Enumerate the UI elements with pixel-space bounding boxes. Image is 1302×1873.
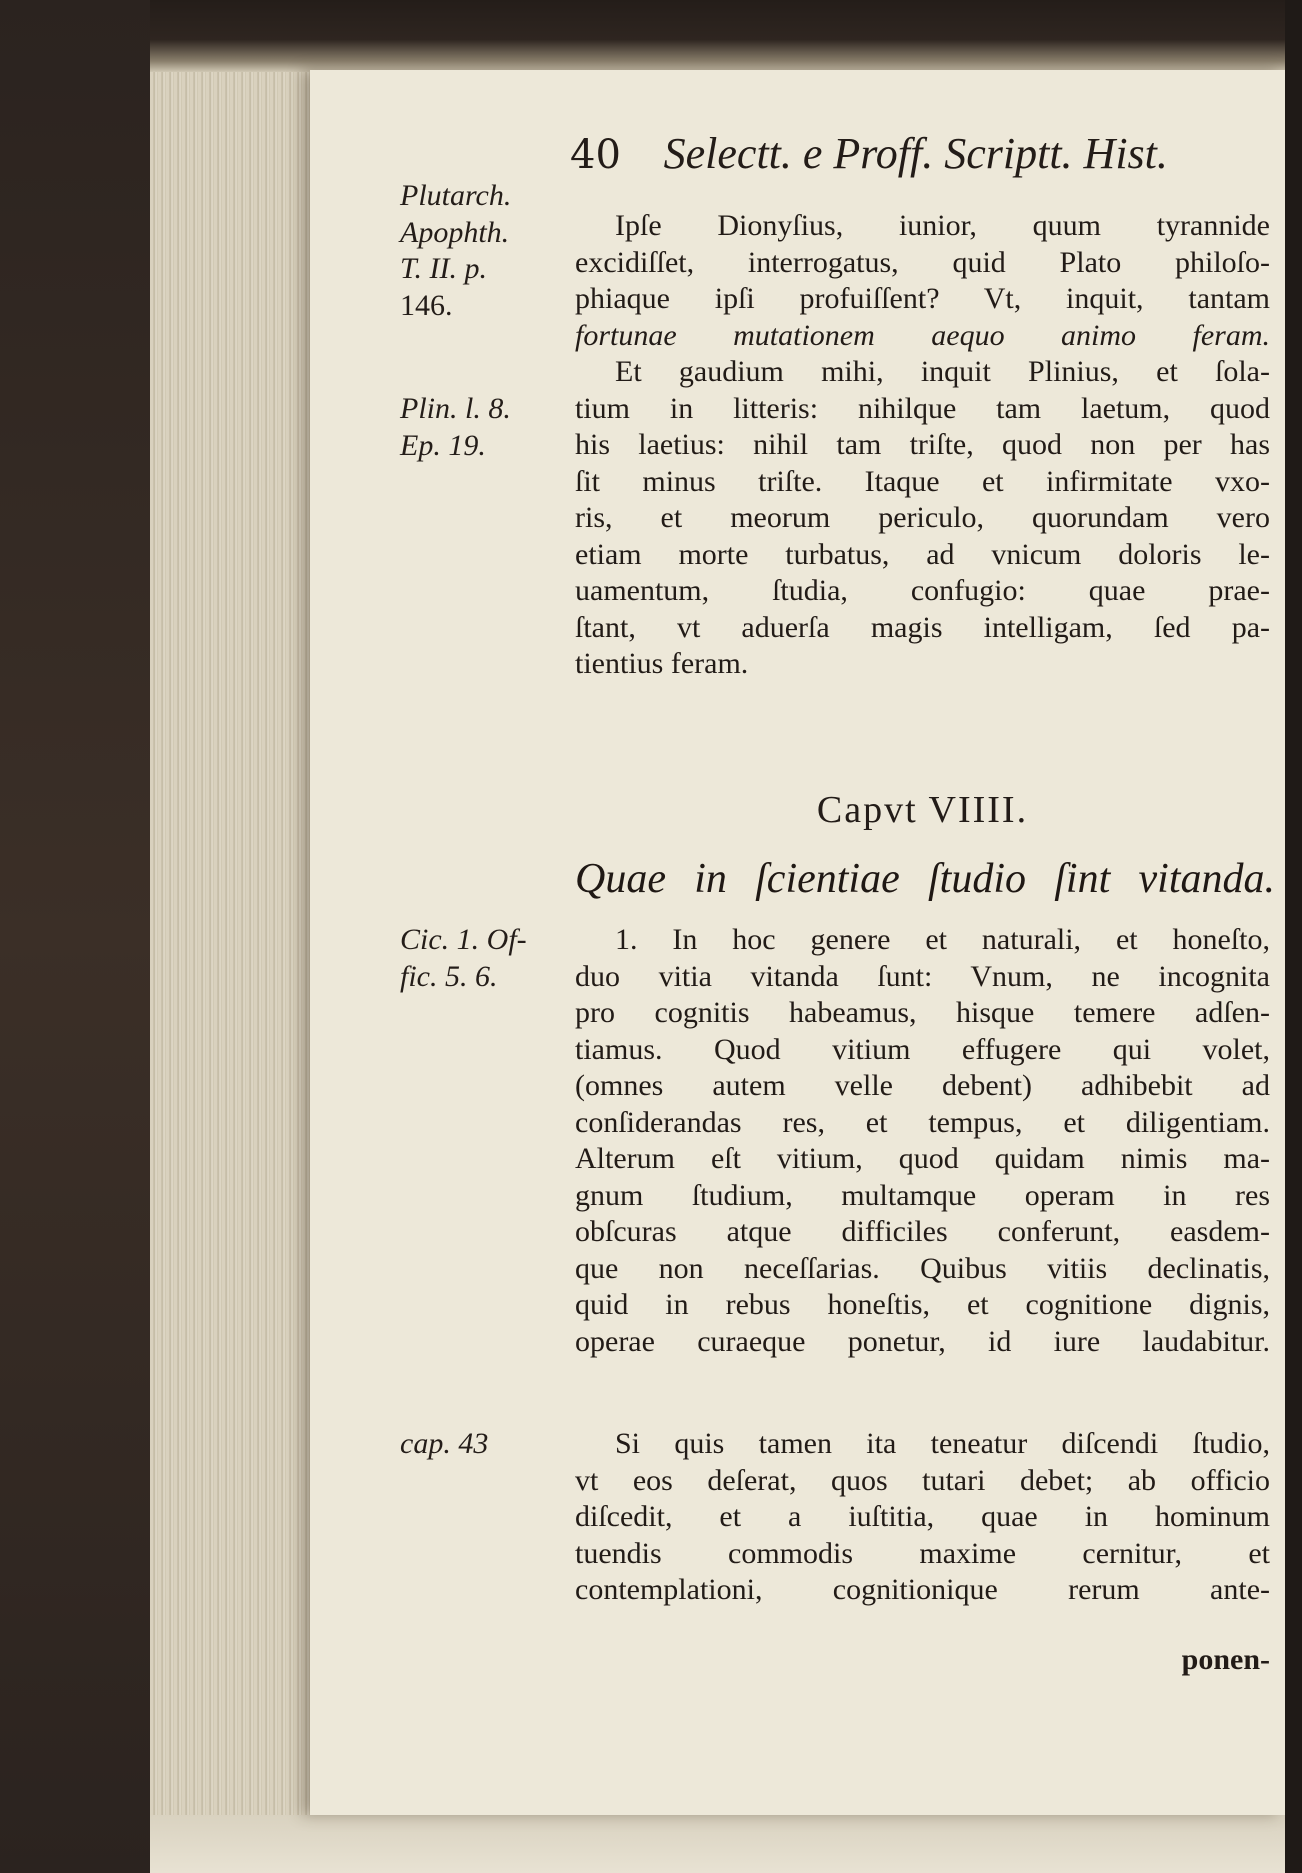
text-line: duo vitia vitanda ſunt: Vnum, ne incognita — [575, 959, 1270, 993]
text-line: que non neceſſarias. Quibus vitiis declinatis, — [575, 1251, 1270, 1285]
margin-line: Plin. l. 8. — [400, 392, 511, 425]
catchword: ponen- — [1181, 1643, 1270, 1676]
text-line: Si quis tamen ita teneatur diſcendi ſtudio, — [615, 1427, 1270, 1460]
right-edge — [1285, 0, 1302, 1873]
paragraph-2 — [575, 354, 1270, 683]
running-title: Selectt. e Proff. Scriptt. Hist. — [663, 129, 1168, 178]
text-line: tiamus. Quod vitium effugere qui volet, — [575, 1032, 1270, 1066]
text-line: tuendis commodis maxime cernitur, et — [575, 1536, 1270, 1570]
text-line: conſiderandas res, et tempus, et diligentiam. — [575, 1105, 1270, 1139]
paragraph-1 — [575, 208, 1270, 354]
margin-line: Plutarch. — [400, 179, 512, 212]
text-line: ſtant, vt aduerſa magis intelligam, ſed pa- — [575, 610, 1270, 644]
text-line: tium in litteris: nihilque tam laetum, quod — [575, 391, 1270, 425]
text-line: Alterum eſt vitium, quod quidam nimis ma- — [575, 1142, 1270, 1175]
margin-note-cap — [400, 1426, 560, 1463]
top-edge — [150, 0, 1302, 72]
text-line: his laetius: nihil tam triſte, quod non per has — [575, 428, 1270, 461]
text-line: uamentum, ſtudia, confugio: quae prae- — [575, 574, 1270, 607]
margin-note-plutarch — [400, 178, 560, 324]
paragraph-3 — [575, 922, 1270, 1360]
text-line: operae curaeque ponetur, id iure laudabitur. — [575, 1324, 1270, 1358]
running-header — [570, 128, 1270, 179]
text-line: 1. In hoc genere et naturali, et honeſto, — [615, 923, 1270, 956]
margin-line: 146. — [400, 288, 453, 322]
text-line: (omnes autem velle debent) adhibebit ad — [575, 1069, 1270, 1102]
chapter-subtitle: Quae in ſcientiae ſtudio ſint vitanda. — [575, 856, 1275, 902]
text-line: fortunae mutationem aequo animo feram. — [575, 318, 1270, 352]
text-line: ſit minus triſte. Itaque et infirmitate vxo- — [575, 464, 1270, 498]
margin-line: Apophth. — [400, 215, 510, 249]
text-line: phiaque ipſi profuiſſent? Vt, inquit, tantam — [575, 282, 1270, 315]
text-line: excidiſſet, interrogatus, quid Plato philoſo- — [575, 245, 1270, 279]
text-line: vt eos deſerat, quos tutari debet; ab officio — [575, 1463, 1270, 1497]
margin-line: Ep. 19. — [400, 428, 486, 462]
text-line: tientius feram. — [575, 647, 749, 680]
margin-line: Cic. 1. Of- — [400, 923, 527, 956]
margin-note-cicero — [400, 922, 560, 995]
margin-line: T. II. p. — [400, 252, 487, 285]
text-line: pro cognitis habeamus, hisque temere adſen- — [575, 996, 1270, 1029]
book-spine — [0, 0, 150, 1873]
text-line: Et gaudium mihi, inquit Plinius, et ſola- — [615, 355, 1270, 388]
margin-line: cap. 43 — [400, 1427, 489, 1460]
margin-line: fic. 5. 6. — [400, 959, 498, 993]
text-line: quid in rebus honeſtis, et cognitione dignis, — [575, 1288, 1270, 1321]
text-line: etiam morte turbatus, ad vnicum doloris le- — [575, 537, 1270, 571]
paragraph-4 — [575, 1426, 1270, 1609]
text-line: obſcuras atque difficiles conferunt, easdem- — [575, 1215, 1270, 1248]
text-line: diſcedit, et a iuſtitia, quae in hominum — [575, 1500, 1270, 1533]
text-line: contemplationi, cognitionique rerum ante- — [575, 1573, 1270, 1606]
margin-note-pliny — [400, 391, 560, 464]
chapter-heading: Capvt VIIII. — [816, 789, 1029, 831]
text-line: ris, et meorum periculo, quorundam vero — [575, 501, 1270, 534]
page-stack-edges — [150, 40, 320, 1830]
text-line: Ipſe Dionyſius, iunior, quum tyrannide — [615, 209, 1270, 242]
bottom-edge — [150, 1815, 1302, 1873]
text-line: gnum ſtudium, multamque operam in res — [575, 1178, 1270, 1212]
page-number: 40 — [570, 132, 621, 178]
